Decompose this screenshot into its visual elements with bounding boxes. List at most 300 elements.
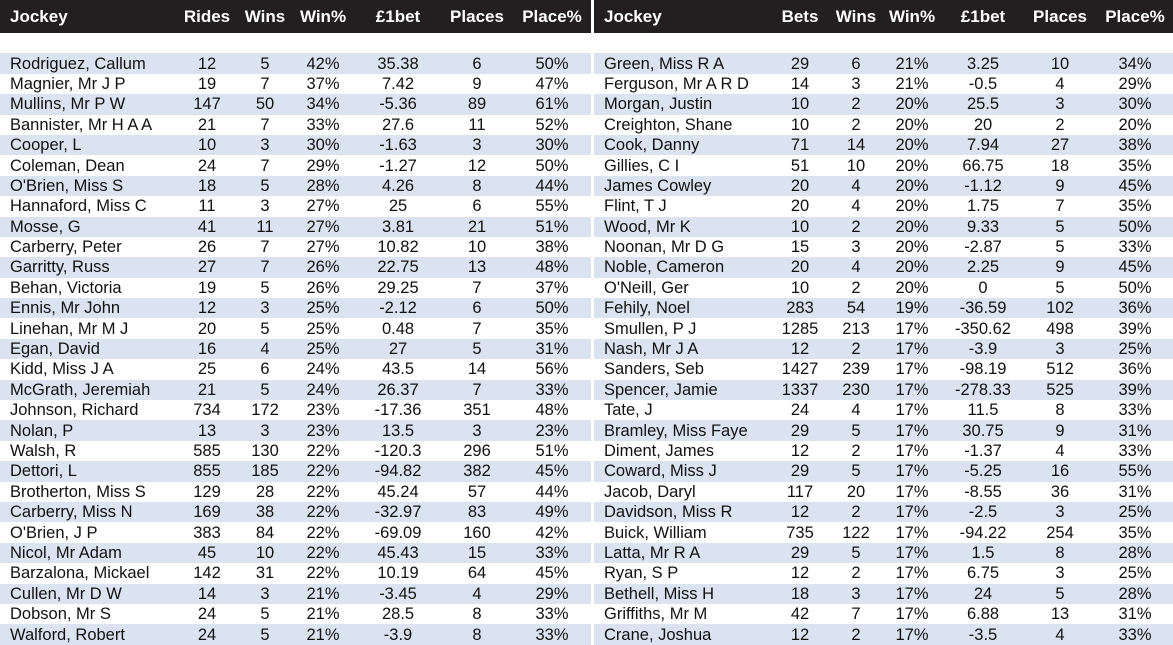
cell-place-pct: 49%	[535, 503, 569, 522]
cell-rides: 12	[197, 54, 217, 73]
cell-place-pct: 45%	[535, 564, 569, 583]
table-row	[594, 53, 1173, 73]
cell-place-pct: 55%	[535, 197, 569, 216]
cell-rides: 16	[197, 340, 217, 359]
table-row	[0, 196, 591, 216]
cell-places: 7	[1055, 197, 1065, 216]
cell-pound-bet: 26.37	[377, 380, 419, 399]
cell-jockey: Bramley, Miss Faye	[604, 421, 748, 440]
cell-jockey: Morgan, Justin	[604, 95, 713, 114]
cell-place-pct: 29%	[535, 584, 569, 603]
cell-places: 512	[1046, 360, 1074, 379]
col-header-wins: Wins	[244, 6, 286, 26]
col-header-jockey: Jockey	[604, 6, 662, 26]
cell-win-pct: 21%	[895, 74, 929, 93]
cell-jockey: Flint, T J	[604, 197, 667, 216]
cell-win-pct: 20%	[895, 197, 929, 216]
cell-place-pct: 33%	[535, 380, 569, 399]
cell-wins: 3	[851, 238, 861, 257]
cell-jockey: Behan, Victoria	[10, 278, 122, 297]
table-row	[594, 380, 1173, 400]
cell-win-pct: 23%	[306, 401, 340, 420]
cell-wins: 6	[851, 54, 861, 73]
cell-places: 8	[472, 625, 482, 644]
table-row	[594, 400, 1173, 420]
cell-rides: 12	[790, 564, 810, 583]
cell-wins: 4	[851, 401, 861, 420]
cell-jockey: Gillies, C I	[604, 156, 680, 175]
cell-pound-bet: -1.37	[964, 442, 1002, 460]
cell-places: 4	[472, 584, 482, 603]
table-row	[0, 584, 591, 604]
cell-pound-bet: 10.82	[377, 238, 419, 257]
cell-places: 7	[472, 380, 482, 399]
cell-jockey: Cooper, L	[10, 136, 82, 155]
cell-jockey: Spencer, Jamie	[604, 380, 718, 399]
cell-pound-bet: -2.5	[968, 503, 998, 522]
cell-win-pct: 21%	[306, 605, 340, 624]
cell-pound-bet: 13.5	[381, 421, 415, 440]
cell-pound-bet: 45.43	[377, 543, 419, 562]
cell-wins: 5	[260, 54, 270, 73]
cell-win-pct: 22%	[306, 543, 340, 562]
cell-places: 5	[1055, 278, 1065, 297]
cell-jockey: James Cowley	[604, 176, 712, 195]
table-row	[594, 257, 1173, 277]
table-row	[594, 482, 1173, 502]
cell-place-pct: 28%	[1118, 584, 1152, 603]
cell-rides: 734	[193, 401, 221, 420]
col-header-bets: Bets	[781, 6, 819, 26]
cell-win-pct: 42%	[306, 54, 340, 73]
table-row	[594, 441, 1173, 461]
cell-places: 525	[1046, 380, 1074, 399]
cell-wins: 5	[260, 625, 270, 644]
cell-pound-bet: -98.19	[959, 360, 1007, 379]
cell-places: 254	[1046, 523, 1074, 542]
cell-place-pct: 45%	[1118, 258, 1152, 277]
cell-win-pct: 17%	[895, 421, 929, 440]
cell-rides: 1285	[781, 319, 819, 338]
cell-place-pct: 31%	[1118, 421, 1152, 440]
cell-pound-bet: 3.81	[381, 217, 415, 236]
cell-jockey: Nicol, Mr Adam	[10, 543, 122, 562]
cell-jockey: Coward, Miss J	[604, 462, 717, 481]
cell-jockey: Griffiths, Mr M	[604, 605, 708, 624]
col-header-win-pct: Win%	[888, 6, 936, 26]
cell-place-pct: 39%	[1118, 319, 1152, 338]
cell-win-pct: 30%	[306, 136, 340, 155]
cell-places: 10	[1050, 54, 1070, 73]
cell-place-pct: 29%	[1118, 74, 1152, 93]
cell-win-pct: 17%	[895, 462, 929, 481]
cell-pound-bet: -8.55	[964, 482, 1002, 501]
cell-rides: 42	[790, 605, 810, 624]
cell-place-pct: 50%	[1118, 217, 1152, 236]
cell-pound-bet: -94.82	[374, 462, 422, 481]
table-row	[0, 441, 591, 461]
cell-wins: 5	[260, 380, 270, 399]
cell-pound-bet: -94.22	[959, 523, 1007, 542]
cell-win-pct: 27%	[306, 197, 340, 216]
cell-place-pct: 31%	[535, 340, 569, 359]
cell-pound-bet: -278.33	[955, 380, 1011, 399]
cell-rides: 1427	[781, 360, 819, 379]
table-body-left	[0, 33, 591, 645]
table-row	[594, 196, 1173, 216]
cell-rides: 12	[790, 340, 810, 359]
cell-wins: 10	[255, 543, 275, 562]
cell-place-pct: 42%	[535, 523, 569, 542]
table-row	[0, 135, 591, 155]
cell-pound-bet: 1.75	[966, 197, 1000, 216]
cell-wins: 7	[260, 74, 270, 93]
cell-place-pct: 51%	[535, 442, 569, 460]
table-row	[0, 115, 591, 135]
cell-places: 351	[463, 401, 491, 420]
cell-places: 9	[1055, 421, 1065, 440]
cell-pound-bet: -1.63	[379, 136, 417, 155]
cell-pound-bet: 66.75	[962, 156, 1004, 175]
cell-wins: 213	[842, 319, 870, 338]
cell-places: 3	[1055, 564, 1065, 583]
cell-pound-bet: 29.25	[377, 278, 419, 297]
cell-jockey: McGrath, Jeremiah	[10, 380, 151, 399]
cell-wins: 2	[851, 503, 861, 522]
cell-jockey: Dettori, L	[10, 462, 77, 481]
cell-jockey: Garritty, Russ	[10, 258, 110, 277]
table-row	[594, 155, 1173, 175]
cell-pound-bet: -5.25	[964, 462, 1002, 481]
cell-jockey: Magnier, Mr J P	[10, 74, 126, 93]
cell-place-pct: 51%	[535, 217, 569, 236]
cell-place-pct: 45%	[1118, 176, 1152, 195]
cell-rides: 735	[786, 523, 814, 542]
table-row	[0, 155, 591, 175]
cell-rides: 20	[790, 197, 810, 216]
cell-jockey: O'Brien, J P	[10, 523, 98, 542]
cell-pound-bet: 30.75	[962, 421, 1004, 440]
cell-rides: 13	[197, 421, 217, 440]
cell-rides: 21	[197, 380, 217, 399]
cell-rides: 29	[790, 421, 810, 440]
cell-win-pct: 22%	[306, 482, 340, 501]
cell-win-pct: 17%	[895, 340, 929, 359]
header-row	[0, 0, 591, 33]
cell-pound-bet: 3.25	[966, 54, 1000, 73]
cell-places: 8	[1055, 401, 1065, 420]
cell-wins: 7	[260, 238, 270, 257]
cell-places: 36	[1050, 482, 1070, 501]
cell-win-pct: 27%	[306, 217, 340, 236]
cell-wins: 2	[851, 442, 861, 460]
table-row	[594, 502, 1173, 522]
cell-place-pct: 35%	[1118, 156, 1152, 175]
table-row	[0, 74, 591, 94]
cell-win-pct: 37%	[306, 74, 340, 93]
cell-pound-bet: 6.75	[966, 564, 1000, 583]
cell-places: 89	[467, 95, 487, 114]
table-row	[594, 94, 1173, 114]
cell-wins: 50	[255, 95, 275, 114]
cell-place-pct: 33%	[535, 543, 569, 562]
cell-rides: 855	[193, 462, 221, 481]
cell-rides: 19	[197, 74, 217, 93]
cell-rides: 12	[790, 503, 810, 522]
cell-places: 13	[467, 258, 487, 277]
cell-jockey: Bethell, Miss H	[604, 584, 715, 603]
cell-wins: 185	[251, 462, 279, 481]
cell-rides: 1337	[781, 380, 819, 399]
cell-win-pct: 20%	[895, 136, 929, 155]
cell-rides: 585	[193, 442, 221, 460]
cell-jockey: Bannister, Mr H A A	[10, 115, 153, 134]
cell-places: 3	[1055, 503, 1065, 522]
cell-places: 8	[1055, 543, 1065, 562]
table-row	[0, 604, 591, 624]
col-header-rides: Rides	[183, 6, 231, 26]
cell-rides: 25	[197, 360, 217, 379]
cell-places: 498	[1046, 319, 1074, 338]
cell-rides: 20	[790, 258, 810, 277]
cell-jockey: Crane, Joshua	[604, 625, 712, 644]
cell-rides: 45	[197, 543, 217, 562]
cell-wins: 5	[851, 421, 861, 440]
cell-pound-bet: 45.24	[377, 482, 419, 501]
cell-places: 12	[467, 156, 487, 175]
cell-win-pct: 27%	[306, 238, 340, 257]
table-row	[594, 176, 1173, 196]
cell-place-pct: 25%	[1118, 564, 1152, 583]
cell-wins: 4	[851, 258, 861, 277]
col-header-wins: Wins	[835, 6, 877, 26]
cell-pound-bet: 24	[973, 584, 993, 603]
cell-win-pct: 24%	[306, 380, 340, 399]
cell-wins: 2	[851, 625, 861, 644]
cell-win-pct: 21%	[895, 54, 929, 73]
cell-win-pct: 22%	[306, 523, 340, 542]
cell-places: 57	[467, 482, 487, 501]
cell-wins: 20	[846, 482, 866, 501]
cell-rides: 24	[790, 401, 810, 420]
cell-place-pct: 33%	[1118, 625, 1152, 644]
cell-place-pct: 33%	[1118, 401, 1152, 420]
cell-pound-bet: -350.62	[955, 319, 1011, 338]
table-body-right	[594, 33, 1173, 645]
cell-wins: 84	[255, 523, 275, 542]
cell-rides: 142	[193, 564, 221, 583]
table-row	[0, 94, 591, 114]
cell-wins: 5	[260, 278, 270, 297]
cell-place-pct: 30%	[535, 136, 569, 155]
cell-places: 4	[1055, 74, 1065, 93]
cell-pound-bet: 0	[978, 278, 988, 297]
cell-win-pct: 17%	[895, 503, 929, 522]
cell-wins: 38	[255, 503, 275, 522]
cell-jockey: Mosse, G	[10, 217, 81, 236]
cell-jockey: Fehily, Noel	[604, 299, 690, 318]
cell-place-pct: 50%	[535, 156, 569, 175]
cell-pound-bet: -2.87	[964, 238, 1002, 257]
cell-wins: 4	[851, 197, 861, 216]
cell-jockey: Mullins, Mr P W	[10, 95, 126, 114]
cell-jockey: Kidd, Miss J A	[10, 360, 114, 379]
cell-place-pct: 52%	[535, 115, 569, 134]
col-header-place-pct: Place%	[522, 6, 582, 26]
cell-win-pct: 26%	[306, 258, 340, 277]
cell-rides: 283	[786, 299, 814, 318]
cell-win-pct: 17%	[895, 523, 929, 542]
table-row	[594, 359, 1173, 379]
cell-win-pct: 17%	[895, 543, 929, 562]
col-header-pound-bet: £1bet	[960, 6, 1006, 26]
cell-wins: 3	[260, 299, 270, 318]
cell-win-pct: 17%	[895, 482, 929, 501]
table-row	[0, 400, 591, 420]
cell-place-pct: 44%	[535, 482, 569, 501]
header-separator	[0, 33, 591, 53]
cell-jockey: Coleman, Dean	[10, 156, 125, 175]
cell-wins: 4	[851, 176, 861, 195]
cell-jockey: Dobson, Mr S	[10, 605, 111, 624]
cell-jockey: Nash, Mr J A	[604, 340, 699, 359]
cell-win-pct: 17%	[895, 584, 929, 603]
cell-jockey: Ennis, Mr John	[10, 299, 121, 318]
table-row	[594, 74, 1173, 94]
cell-wins: 5	[260, 605, 270, 624]
cell-rides: 11	[198, 197, 216, 216]
table-row	[594, 522, 1173, 542]
cell-jockey: Tate, J	[604, 401, 653, 420]
cell-wins: 2	[851, 217, 861, 236]
cell-place-pct: 31%	[1118, 605, 1152, 624]
cell-pound-bet: 27	[388, 340, 408, 359]
table-row	[0, 461, 591, 481]
cell-pound-bet: -2.12	[379, 299, 417, 318]
table-row	[0, 624, 591, 644]
cell-pound-bet: 35.38	[377, 54, 419, 73]
cell-places: 5	[1055, 217, 1065, 236]
cell-place-pct: 45%	[535, 462, 569, 481]
cell-places: 6	[472, 197, 482, 216]
cell-jockey: Cullen, Mr D W	[10, 584, 122, 603]
cell-places: 9	[472, 74, 482, 93]
cell-wins: 2	[851, 340, 861, 359]
cell-pound-bet: -32.97	[374, 503, 422, 522]
cell-wins: 130	[251, 442, 279, 460]
cell-jockey: Carberry, Miss N	[10, 503, 133, 522]
cell-wins: 5	[260, 176, 270, 195]
cell-rides: 18	[197, 176, 217, 195]
cell-place-pct: 35%	[1118, 523, 1152, 542]
cell-jockey: Cook, Danny	[604, 136, 700, 155]
cell-win-pct: 20%	[895, 115, 929, 134]
cell-pound-bet: 11.5	[967, 401, 999, 420]
table-row	[0, 380, 591, 400]
cell-place-pct: 25%	[1118, 340, 1152, 359]
cell-win-pct: 25%	[306, 340, 340, 359]
cell-jockey: Davidson, Miss R	[604, 503, 733, 522]
cell-jockey: Buick, William	[604, 523, 707, 542]
cell-win-pct: 20%	[895, 258, 929, 277]
cell-place-pct: 35%	[535, 319, 569, 338]
cell-jockey: Noonan, Mr D G	[604, 238, 725, 257]
cell-wins: 3	[260, 584, 270, 603]
cell-wins: 4	[260, 340, 270, 359]
cell-places: 27	[1050, 136, 1070, 155]
cell-win-pct: 24%	[306, 360, 340, 379]
table-row	[0, 53, 591, 73]
cell-place-pct: 33%	[535, 605, 569, 624]
table-row	[594, 135, 1173, 155]
cell-places: 64	[467, 564, 487, 583]
table-row	[594, 298, 1173, 318]
cell-rides: 383	[193, 523, 221, 542]
cell-pound-bet: -3.5	[968, 625, 998, 644]
cell-rides: 10	[790, 115, 810, 134]
table-row	[594, 237, 1173, 257]
cell-jockey: Hannaford, Miss C	[10, 197, 147, 216]
col-header-pound-bet: £1bet	[375, 6, 421, 26]
cell-place-pct: 48%	[535, 258, 569, 277]
cell-places: 6	[472, 299, 482, 318]
cell-pound-bet: -36.59	[959, 299, 1007, 318]
cell-wins: 11	[256, 217, 274, 236]
col-header-places: Places	[1033, 6, 1087, 26]
table-row	[0, 318, 591, 338]
header-separator	[594, 33, 1173, 53]
cell-wins: 7	[260, 156, 270, 175]
cell-win-pct: 20%	[895, 156, 929, 175]
cell-rides: 26	[197, 238, 217, 257]
cell-places: 15	[467, 543, 487, 562]
cell-rides: 147	[193, 95, 221, 114]
cell-jockey: Ferguson, Mr A R D	[604, 74, 749, 93]
cell-rides: 18	[790, 584, 810, 603]
cell-win-pct: 17%	[895, 442, 929, 460]
cell-wins: 31	[255, 564, 275, 583]
cell-place-pct: 34%	[1118, 54, 1152, 73]
cell-pound-bet: -0.5	[968, 74, 998, 93]
cell-jockey: Brotherton, Miss S	[10, 482, 146, 501]
col-header-places: Places	[450, 6, 504, 26]
right-table-panel	[594, 0, 1173, 644]
table-row	[594, 604, 1173, 624]
cell-jockey: Jacob, Daryl	[604, 482, 696, 501]
cell-jockey: Ryan, S P	[604, 564, 679, 583]
cell-pound-bet: 1.5	[971, 543, 995, 562]
cell-place-pct: 39%	[1118, 380, 1152, 399]
cell-jockey: Diment, James	[604, 442, 715, 460]
cell-wins: 5	[260, 319, 270, 338]
cell-places: 382	[463, 462, 491, 481]
cell-rides: 14	[197, 584, 217, 603]
cell-places: 4	[1055, 442, 1065, 460]
cell-wins: 2	[851, 95, 861, 114]
cell-place-pct: 61%	[535, 95, 569, 114]
cell-pound-bet: 9.33	[966, 217, 1000, 236]
cell-win-pct: 22%	[306, 442, 340, 460]
cell-place-pct: 50%	[1118, 278, 1152, 297]
cell-jockey: Green, Miss R A	[604, 54, 725, 73]
cell-place-pct: 20%	[1118, 115, 1152, 134]
table-row	[594, 543, 1173, 563]
cell-jockey: O'Neill, Ger	[604, 278, 689, 297]
cell-pound-bet: 43.5	[381, 360, 415, 379]
cell-place-pct: 38%	[1118, 136, 1152, 155]
cell-jockey: Carberry, Peter	[10, 238, 122, 257]
cell-jockey: Walsh, R	[10, 442, 77, 460]
